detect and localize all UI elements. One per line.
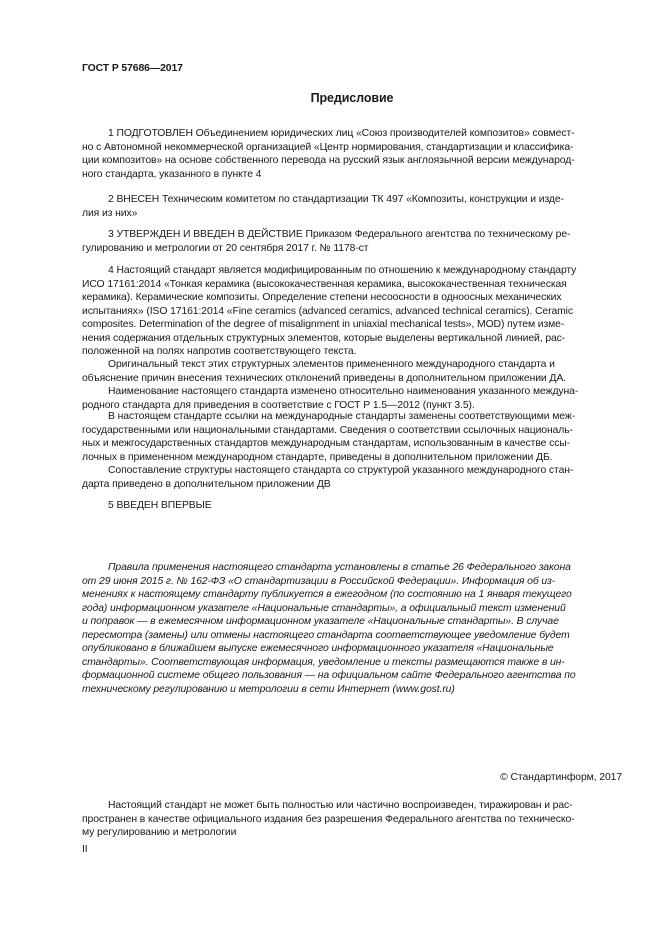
item-4-line: нения содержания отдельных структурных элементов, которые выделены вертикальной линией, рас- [82,332,566,344]
preface-title-block [82,90,622,106]
reproduction-notice-line: му регулированию и метрологии [82,827,237,838]
references-line: В настоящем стандарте ссылки на международные стандарты заменены соответствующими меж- [108,411,576,422]
item-4-line: керамика). Керамические композиты. Определение степени несоосности в одноосных механических [82,292,562,303]
item-2-line: 2 ВНЕСЕН Техническим комитетом по стандартизации ТК 497 «Композиты, конструкции и изде- [108,194,564,205]
item-3-line: 3 УТВЕРЖДЕН И ВВЕДЕН В ДЕЙСТВИЕ Приказом Федерального агентства по техническому ре- [108,229,571,240]
item-2-paragraph [82,193,622,220]
item-2-line: лия из них» [82,207,138,219]
item-4-line: ИСО 17161:2014 «Тонкая керамика (высококачественная керамика, высококачественная техническая [82,278,567,290]
rules-notice-line: и поправок — в ежемесячном информационном указателе «Национальные стандарты». В случае [82,616,559,627]
item-4-paragraph [82,264,622,359]
rules-notice-line: пересмотра (замены) или отмены настоящего стандарта соответствующее уведомление будет [82,629,570,641]
item-4-line: испытаниях» (ISO 17161:2014 «Fine ceramics (advanced ceramics, advanced technical ceramics). Ceramic [82,305,573,317]
item-5-line: 5 ВВЕДЕН ВПЕРВЫЕ [108,500,212,511]
name-change-line: Наименование настоящего стандарта изменено относительно наименования указанного междуна- [108,386,579,397]
reproduction-notice-line: Настоящий стандарт не может быть полностью или частично воспроизведен, тиражирован и рас- [108,800,573,811]
name-change-line: родного стандарта для приведения в соответствие с ГОСТ Р 1.5—2012 (пункт 3.5). [82,399,475,411]
reproduction-notice-line: пространен в качестве официального издания без разрешения Федерального агентства по техническо- [82,813,575,825]
copyright-notice: © Стандартинформ, 2017 [500,772,622,783]
standard-code-header [82,62,622,76]
copyright-block [82,771,622,785]
item-5-paragraph [82,499,622,513]
preface-title: Предисловие [310,91,394,105]
original-text-line: Оригинальный текст этих структурных элементов примененного международного стандарта и [108,359,555,370]
references-line: лочных в примененном международном стандарте, приведены в дополнительном приложении ДБ. [82,451,553,463]
rules-notice-line: формационной системе общего пользования — на официальном сайте Федерального агентства по [82,670,576,681]
item-3-paragraph [82,228,622,255]
rules-notice-block [82,561,622,696]
structure-comparison-line: дарта приведено в дополнительном приложении ДВ [82,478,331,490]
item-1-line: 1 ПОДГОТОВЛЕН Объединением юридических лиц «Союз производителей композитов» совмест- [108,128,575,139]
item-1-line: ного стандарта, указанного в пункте 4 [82,168,262,180]
rules-notice-line: от 29 июня 2015 г. № 162-ФЗ «О стандартизации в Российской Федерации». Информация об из- [82,575,556,587]
references-paragraph [82,410,622,464]
item-1-line: но с Автономной некоммерческой организацией «Центр нормирования, стандартизации и классифика- [82,141,574,153]
rules-notice-line: менениях к настоящему стандарту публикуется в ежегодном (по состоянию на 1 января текущего [82,589,572,600]
structure-comparison-paragraph [82,464,622,491]
rules-notice-line: опубликовано в ближайшем выпуске ежемесячного информационного указателя «Национальные [82,643,554,654]
rules-notice-line: года) информационном указателе «Национальные стандарты», а официальный текст изменений [82,602,566,614]
item-4-line: composites. Determination of the degree of misalignment in uniaxial mechanical tests», MOD) путем изме- [82,319,565,330]
rules-notice-line: стандарты». Соответствующая информация, уведомление и тексты размещаются также в ин- [82,656,565,668]
page-number: II [82,844,88,855]
structure-comparison-line: Сопоставление структуры настоящего стандарта со структурой указанного международного стан- [108,465,574,476]
item-1-paragraph [82,127,622,181]
references-line: ных и межгосударственных стандартов международным стандартам, использованным в качестве ссы- [82,438,571,449]
rules-notice-line: техническому регулированию и метрологии в сети Интернет (www.gost.ru) [82,683,455,695]
item-4-line: 4 Настоящий стандарт является модифицированным по отношению к международному стандарту [108,265,577,276]
reproduction-notice-block [82,799,622,840]
item-1-line: ции композитов» на основе собственного перевода на русский язык англоязычной версии междунаpод- [82,155,575,166]
rules-notice-line: Правила применения настоящего стандарта установлены в статье 26 Федерального закона [108,562,571,573]
standard-code: ГОСТ Р 57686—2017 [82,63,183,74]
references-line: государственными или национальными стандартами. Сведения о соответствии ссылочных националь- [82,424,573,436]
name-change-paragraph [82,385,622,412]
item-3-line: гулированию и метрологии от 20 сентября 2017 г. № 1178-ст [82,242,369,254]
original-text-line: объяснение причин внесения технических отклонений приведены в дополнительном приложении ДА. [82,372,566,384]
page-number-block [82,843,622,857]
original-text-paragraph [82,358,622,385]
item-4-line: положенной на полях напротив соответствующего текста. [82,346,357,357]
